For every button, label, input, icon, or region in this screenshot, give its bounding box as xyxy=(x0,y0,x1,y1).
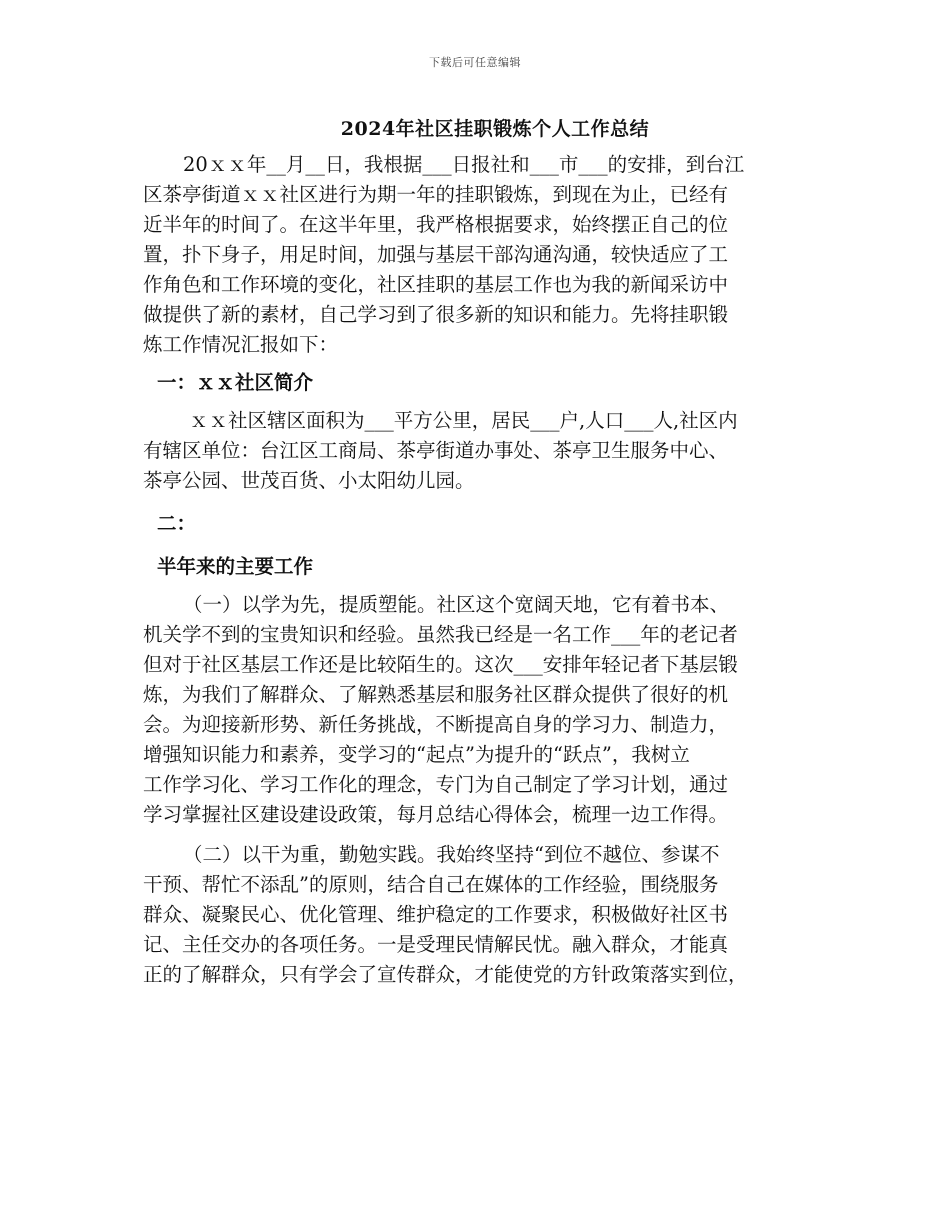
paragraph-line: （二）以干为重，勤勉实践。我始终坚持“到位不越位、参谋不 xyxy=(183,843,720,866)
paragraph-line: ｘｘ社区辖区面积为___平方公里，居民___户,人口___人,社区内 xyxy=(189,409,738,432)
paragraph-line: 近半年的时间了。在这半年里，我严格根据要求，始终摆正自己的位 xyxy=(143,213,729,236)
paragraph-line: 记、主任交办的各项任务。一是受理民情解民忧。融入群众，才能真 xyxy=(143,933,729,956)
paragraph-line: 茶亭公园、世茂百货、小太阳幼儿园。 xyxy=(143,469,475,492)
paragraph-line: 置，扑下身子，用足时间，加强与基层干部沟通沟通，较快适应了工 xyxy=(143,243,729,266)
paragraph-line: 做提供了新的素材，自己学习到了很多新的知识和能力。先将挂职锻 xyxy=(143,303,729,326)
section-heading: 二： xyxy=(157,512,197,535)
document-body xyxy=(143,150,813,990)
paragraph-line: 群众、凝聚民心、优化管理、维护稳定的工作要求，积极做好社区书 xyxy=(143,903,729,926)
paragraph-line: 增强知识能力和素养，变学习的“起点”为提升的“跃点”，我树立 xyxy=(143,743,690,766)
paragraph-line: 炼，为我们了解群众、了解熟悉基层和服务社区群众提供了很好的机 xyxy=(143,683,729,706)
header-note: 下载后可任意编辑 xyxy=(429,56,521,69)
paragraph-line: 机关学不到的宝贵知识和经验。虽然我已经是一名工作___年的老记者 xyxy=(143,623,738,646)
section-heading: 一：ｘｘ社区简介 xyxy=(157,371,314,394)
paragraph-line: 学习掌握社区建设建设政策，每月总结心得体会，梳理一边工作得。 xyxy=(143,803,729,826)
document-title: 2024年社区挂职锻炼个人工作总结 xyxy=(340,118,650,140)
paragraph-line: 正的了解群众，只有学会了宣传群众，才能使党的方针政策落实到位， xyxy=(143,963,748,986)
paragraph-line: 区茶亭街道ｘｘ社区进行为期一年的挂职锻炼，到现在为止，已经有 xyxy=(143,183,729,206)
paragraph-line: 会。为迎接新形势、新任务挑战，不断提高自身的学习力、制造力， xyxy=(143,713,729,736)
paragraph-line: 工作学习化、学习工作化的理念，专门为自己制定了学习计划，通过 xyxy=(143,773,729,796)
paragraph-line: 炼工作情况汇报如下： xyxy=(143,333,339,356)
paragraph-line: 20ｘｘ年__月__日，我根据___日报社和___市___的安排，到台江 xyxy=(183,153,745,176)
paragraph-line: 作角色和工作环境的变化，社区挂职的基层工作也为我的新闻采访中 xyxy=(143,273,729,296)
paragraph-line: （一）以学为先，提质塑能。社区这个宽阔天地，它有着书本、 xyxy=(183,593,730,616)
section-subheading: 半年来的主要工作 xyxy=(157,555,314,578)
paragraph-line: 但对于社区基层工作还是比较陌生的。这次___安排年轻记者下基层锻 xyxy=(143,653,738,676)
paragraph-line: 干预、帮忙不添乱”的原则，结合自己在媒体的工作经验，围绕服务 xyxy=(143,873,719,896)
paragraph-line: 有辖区单位：台江区工商局、茶亭街道办事处、茶亭卫生服务中心、 xyxy=(143,439,729,462)
